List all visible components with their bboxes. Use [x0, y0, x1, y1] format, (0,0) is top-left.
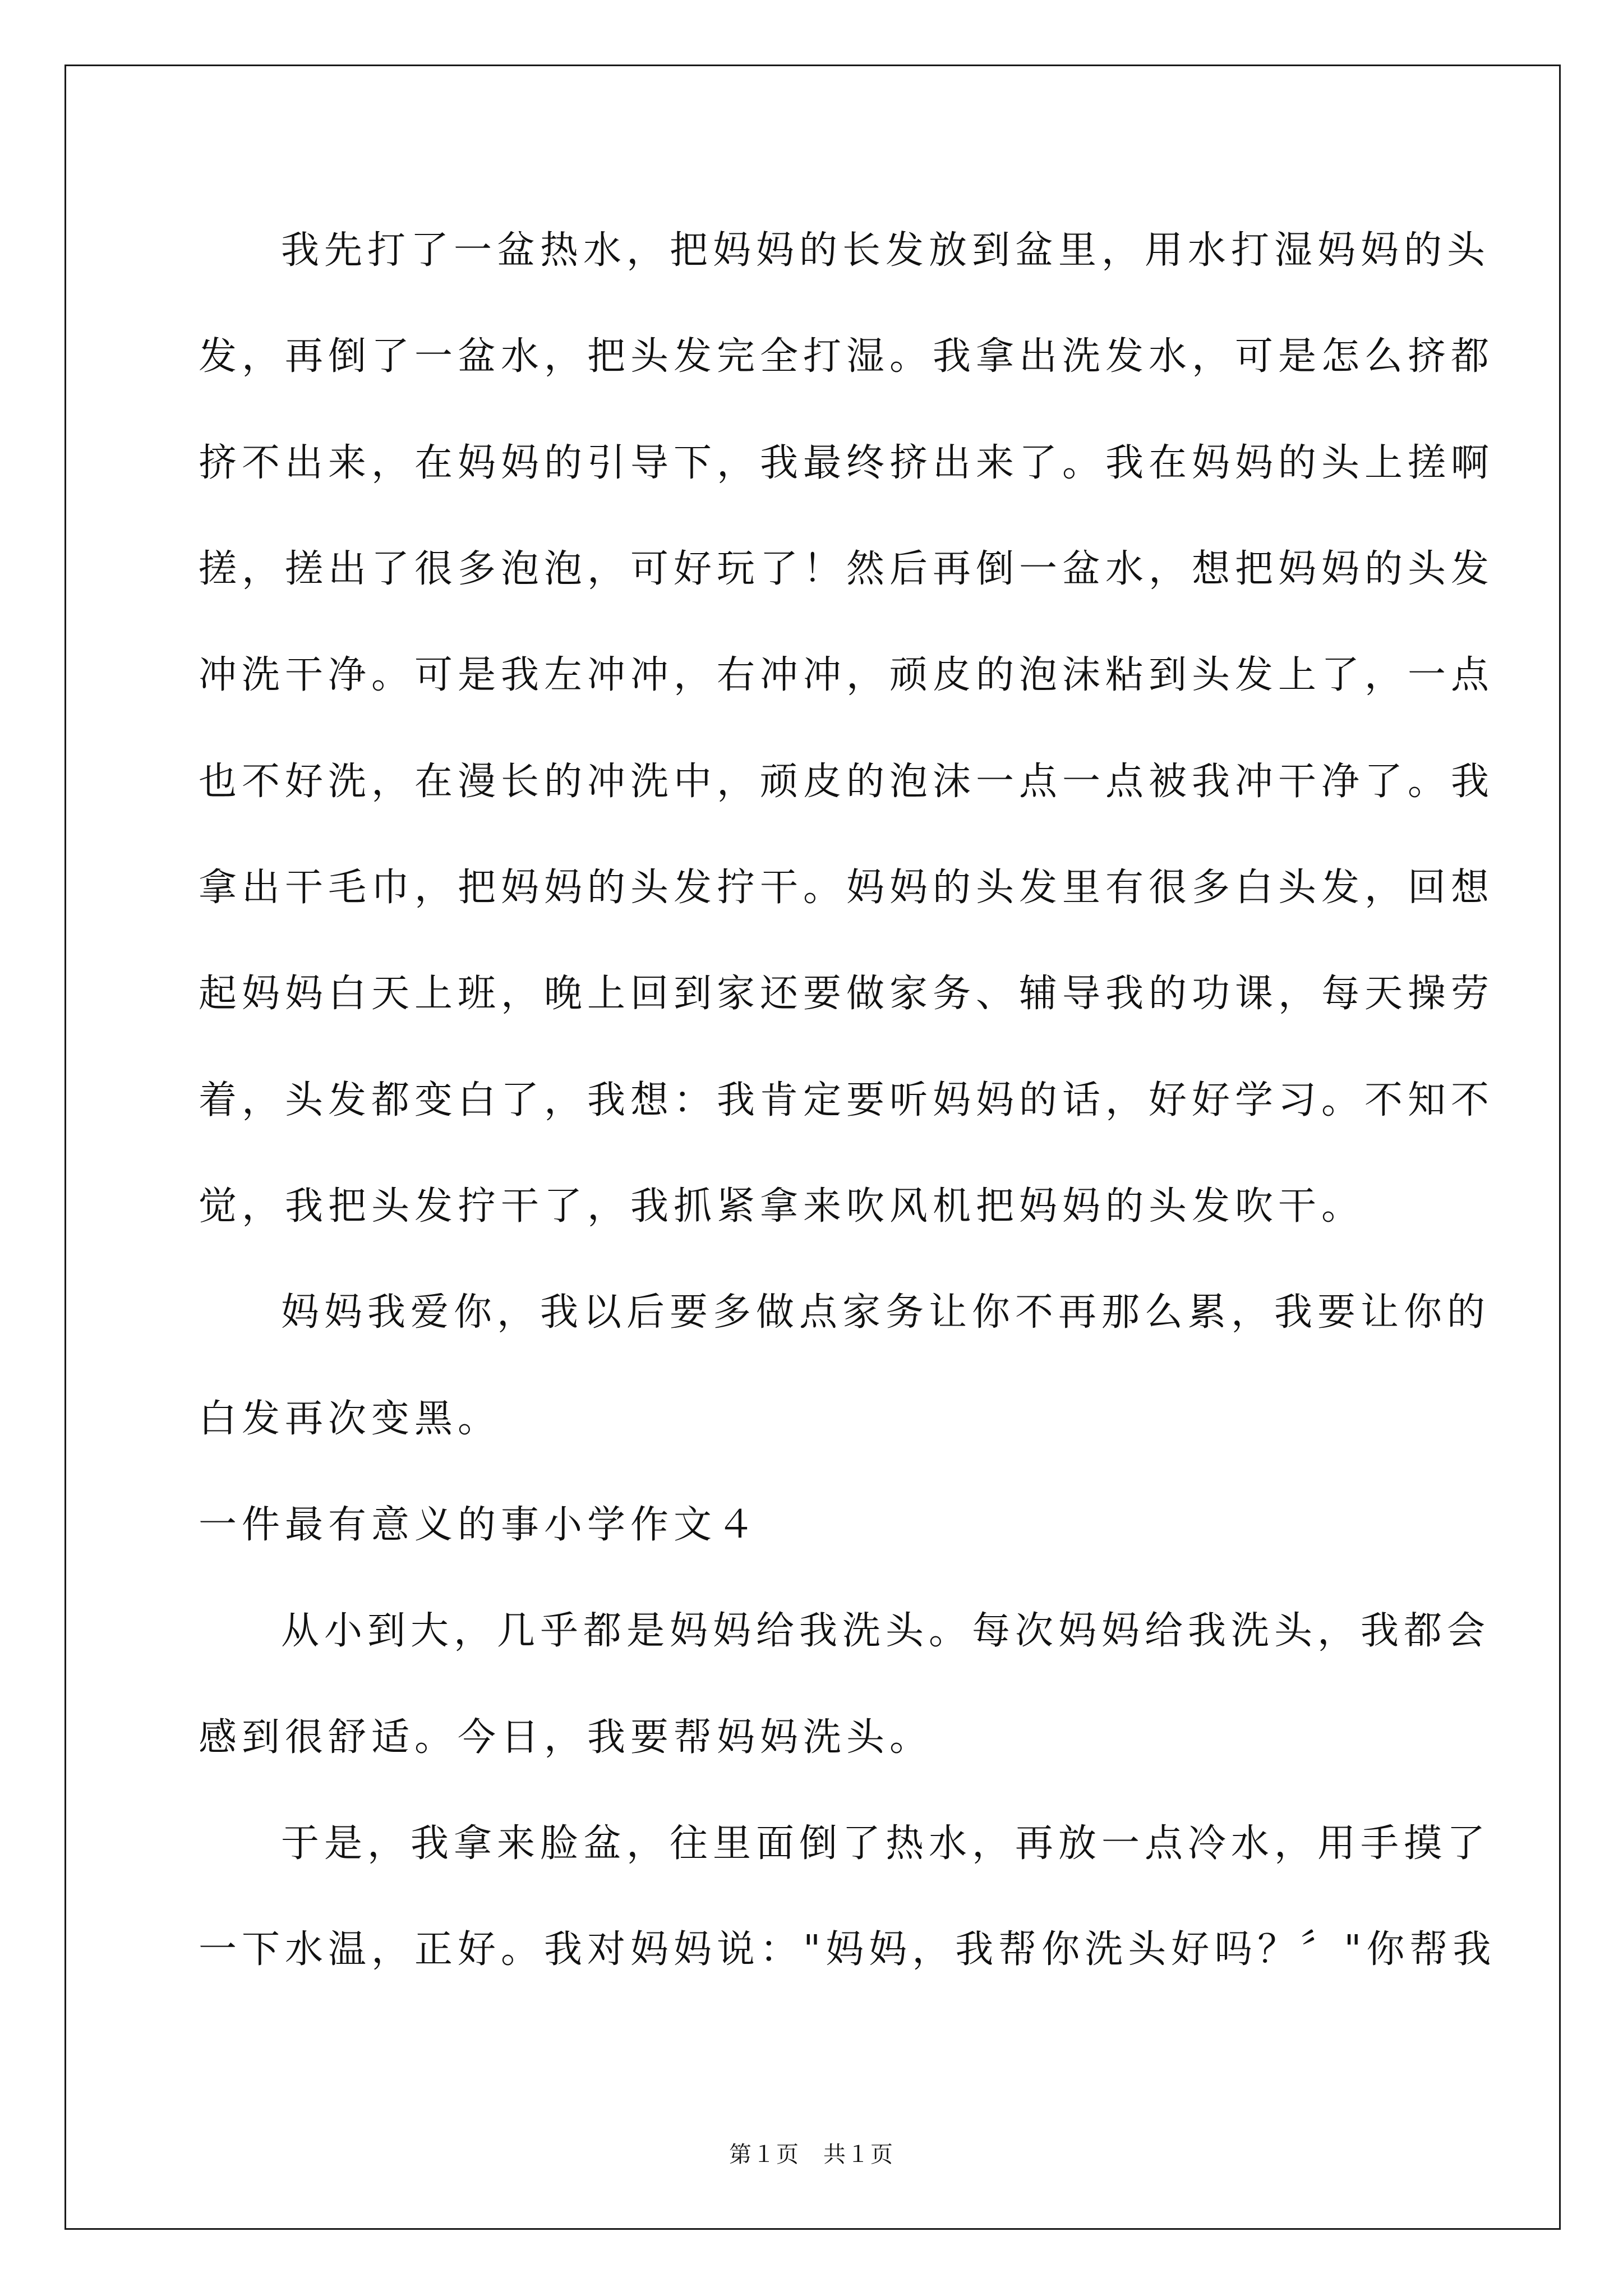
- paragraph-line: 感到很舒适。今日，我要帮妈妈洗头。: [199, 1715, 933, 1760]
- paragraph-line: 一下水温，正好。我对妈妈说："妈妈，我帮你洗头好吗？〞"你帮我: [199, 1927, 1496, 1972]
- paragraph-line: 冲洗干净。可是我左冲冲，右冲冲，顽皮的泡沫粘到头发上了，一点: [199, 653, 1495, 697]
- paragraph-line: 拿出干毛巾，把妈妈的头发拧干。妈妈的头发里有很多白头发，回想: [199, 866, 1495, 910]
- section-heading: 一件最有意义的事小学作文４: [199, 1503, 760, 1547]
- paragraph-line: 挤不出来，在妈妈的引导下，我最终挤出来了。我在妈妈的头上搓啊: [199, 441, 1495, 485]
- paragraph-line: 也不好洗，在漫长的冲洗中，顽皮的泡沫一点一点被我冲干净了。我: [199, 760, 1495, 804]
- paragraph-line: 白发再次变黑。: [199, 1397, 501, 1441]
- paragraph-line: 觉，我把头发拧干了，我抓紧拿来吹风机把妈妈的头发吹干。: [199, 1184, 1365, 1228]
- paragraph-line: 搓，搓出了很多泡泡，可好玩了！然后再倒一盆水，想把妈妈的头发: [199, 547, 1495, 591]
- paragraph-line: 从小到大，几乎都是妈妈给我洗头。每次妈妈给我洗头，我都会: [281, 1609, 1491, 1653]
- paragraph-line: 起妈妈白天上班，晚上回到家还要做家务、辅导我的功课，每天操劳: [199, 972, 1495, 1016]
- paragraph-line: 于是，我拿来脸盆，往里面倒了热水，再放一点冷水，用手摸了: [281, 1821, 1491, 1866]
- paragraph-line: 发，再倒了一盆水，把头发完全打湿。我拿出洗发水，可是怎么挤都: [199, 334, 1495, 379]
- paragraph-line: 我先打了一盆热水，把妈妈的长发放到盆里，用水打湿妈妈的头: [281, 228, 1491, 273]
- paragraph-line: 着，头发都变白了，我想：我肯定要听妈妈的话，好好学习。不知不: [199, 1078, 1495, 1122]
- page-number-footer: 第１页 共１页: [729, 2142, 894, 2168]
- page-border: [64, 65, 1561, 2230]
- paragraph-line: 妈妈我爱你，我以后要多做点家务让你不再那么累，我要让你的: [281, 1290, 1491, 1335]
